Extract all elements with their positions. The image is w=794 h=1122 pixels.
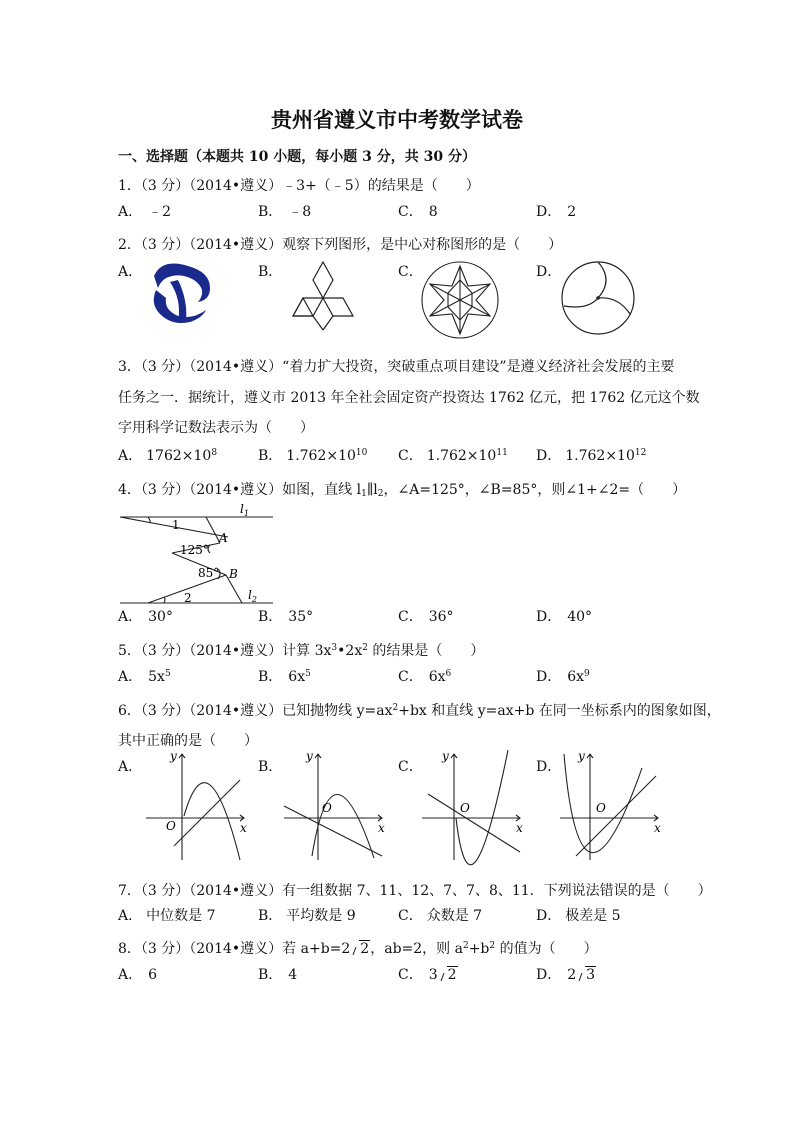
question-text-line-1: （3 分）（2014•遵义）“着力扩大投资，突破重点项目建设”是遵义经济社会发展的主要 bbox=[140, 359, 675, 375]
q1-option-c: C． 8 bbox=[398, 204, 438, 220]
question-number: 3． bbox=[118, 359, 141, 375]
q6-graph-c bbox=[420, 748, 530, 868]
question-number: 2． bbox=[118, 237, 141, 253]
origin-label: O bbox=[322, 801, 332, 815]
x-axis-label: x bbox=[654, 821, 661, 835]
q4-option-b: B． 35° bbox=[258, 609, 314, 625]
q6-graph-b bbox=[282, 748, 392, 868]
angle-1-label: 1 bbox=[172, 518, 180, 532]
point-b-label: B bbox=[229, 567, 238, 581]
q5-option-b: B． $6x^5$ bbox=[258, 669, 311, 685]
q3-option-a: A． $1762\times 10^8$ bbox=[118, 448, 218, 464]
q2-option-b-label: B． bbox=[258, 264, 283, 280]
q5-option-a: A． $5x^5$ bbox=[118, 669, 171, 685]
q7-option-c: C． 众数是 7 bbox=[398, 908, 483, 924]
question-3-line-3: 字用科学记数法表示为（ ） bbox=[118, 420, 314, 436]
q3-option-d: D． $1.762\times 10^{12}$ bbox=[536, 448, 647, 464]
q4-option-d: D． 40° bbox=[536, 609, 593, 625]
section-heading: 一、选择题（本题共 10 小题，每小题 3 分，共 30 分） bbox=[118, 149, 476, 165]
question-7 bbox=[118, 880, 712, 900]
question-3 bbox=[118, 356, 674, 376]
q8-option-c: C． 3 2 bbox=[398, 967, 457, 983]
q2-figure-a-logo bbox=[148, 260, 216, 328]
q2-figure-c-star-circle bbox=[420, 260, 500, 340]
q4-option-a: A． 30° bbox=[118, 609, 173, 625]
question-5: 5．（3 分）（2014•遵义）计算 $3x^3•2x^2$ 的结果是（ ） bbox=[118, 643, 485, 659]
q8-option-a: A． 6 bbox=[118, 967, 158, 983]
q2-figure-d-arc-circle bbox=[560, 260, 636, 336]
question-2 bbox=[118, 234, 562, 254]
y-axis-label: y bbox=[306, 749, 313, 763]
question-text: （3 分）（2014•遵义）有一组数据 7、11、12、7、7、8、11．下列说法错误的是（ ） bbox=[140, 883, 712, 899]
origin-label: O bbox=[596, 801, 606, 815]
sqrt-symbol: 2 bbox=[350, 941, 370, 957]
page-title: 贵州省遵义市中考数学试卷 bbox=[271, 107, 523, 132]
q1-option-d: D． 2 bbox=[536, 204, 577, 220]
q6-option-a-label: A． bbox=[118, 759, 143, 775]
q6-option-c-label: C． bbox=[398, 759, 423, 775]
y-axis-label: y bbox=[442, 749, 449, 763]
q3-option-b: B． $1.762\times 10^{10}$ bbox=[258, 448, 368, 464]
sqrt-symbol: 3 bbox=[576, 967, 596, 983]
point-a-label: A bbox=[219, 531, 228, 545]
q5-option-c: C． $6x^6$ bbox=[398, 669, 452, 685]
q7-option-d: D． 极差是 5 bbox=[536, 908, 621, 924]
q4-figure-parallel-lines bbox=[118, 503, 278, 608]
q2-option-c-label: C． bbox=[398, 264, 423, 280]
question-number: 6． bbox=[118, 703, 141, 719]
y-axis-label: y bbox=[170, 749, 177, 763]
question-text: （3 分）（2014•遵义）观察下列图形，是中心对称图形的是（ ） bbox=[140, 237, 563, 253]
question-1 bbox=[118, 175, 480, 195]
q2-option-d-label: D． bbox=[536, 264, 562, 280]
x-axis-label: x bbox=[378, 821, 385, 835]
q2-option-a-label: A． bbox=[118, 264, 143, 280]
question-text: （3 分）（2014•遵义）﹣3+（﹣5）的结果是（ ） bbox=[140, 178, 480, 194]
q6-option-b-label: B． bbox=[258, 759, 283, 775]
question-number: 1． bbox=[118, 178, 141, 194]
question-6-line-2: 其中正确的是（ ） bbox=[118, 733, 258, 749]
x-axis-label: x bbox=[240, 821, 247, 835]
question-4: 4．（3 分）（2014•遵义）如图，直线 $l_1\parallel l_2$，∠A=125°，∠B=85°，则∠1+∠2=（ ） bbox=[118, 482, 687, 499]
q6-graph-a bbox=[144, 748, 254, 868]
question-8: 8．（3 分）（2014•遵义）若 a+b=2 2，ab=2，则 $a^2+b^2$ 的值为（ ） bbox=[118, 941, 598, 957]
q8-option-b: B． 4 bbox=[258, 967, 298, 983]
question-number: 8． bbox=[118, 941, 141, 957]
angle-b-value: 85° bbox=[198, 566, 220, 580]
q6-graph-d bbox=[558, 748, 668, 868]
question-3-line-2: 任务之一．据统计，遵义市 2013 年全社会固定资产投资达 1762 亿元，把 1762 亿元这个数 bbox=[118, 390, 700, 406]
origin-label: O bbox=[460, 801, 470, 815]
origin-label: O bbox=[166, 819, 176, 833]
q1-option-a: A． ﹣2 bbox=[118, 204, 172, 220]
y-axis-label: y bbox=[578, 749, 585, 763]
q1-option-b: B． ﹣8 bbox=[258, 204, 312, 220]
q7-option-b: B． 平均数是 9 bbox=[258, 908, 356, 924]
q7-option-a: A． 中位数是 7 bbox=[118, 908, 216, 924]
line-l1-label: $l_1$ bbox=[240, 502, 249, 518]
sqrt-symbol: 2 bbox=[438, 967, 458, 983]
x-axis-label: x bbox=[516, 821, 523, 835]
question-6: 6．（3 分）（2014•遵义）已知抛物线 $y=ax^2+bx$ 和直线 y=ax+b 在同一坐标系内的图象如图， bbox=[118, 703, 721, 719]
q3-option-c: C． $1.762\times 10^{11}$ bbox=[398, 448, 508, 464]
question-number: 7． bbox=[118, 883, 141, 899]
q6-option-d-label: D． bbox=[536, 759, 562, 775]
angle-2-label: 2 bbox=[184, 591, 192, 605]
q8-option-d: D． 2 3 bbox=[536, 967, 596, 983]
q4-option-c: C． 36° bbox=[398, 609, 454, 625]
line-l2-label: $l_2$ bbox=[248, 588, 257, 604]
q5-option-d: D． $6x^9$ bbox=[536, 669, 590, 685]
question-number: 5． bbox=[118, 643, 141, 659]
question-number: 4． bbox=[118, 482, 141, 498]
q2-figure-b-diamonds bbox=[283, 260, 363, 332]
angle-a-value: 125° bbox=[180, 543, 209, 557]
